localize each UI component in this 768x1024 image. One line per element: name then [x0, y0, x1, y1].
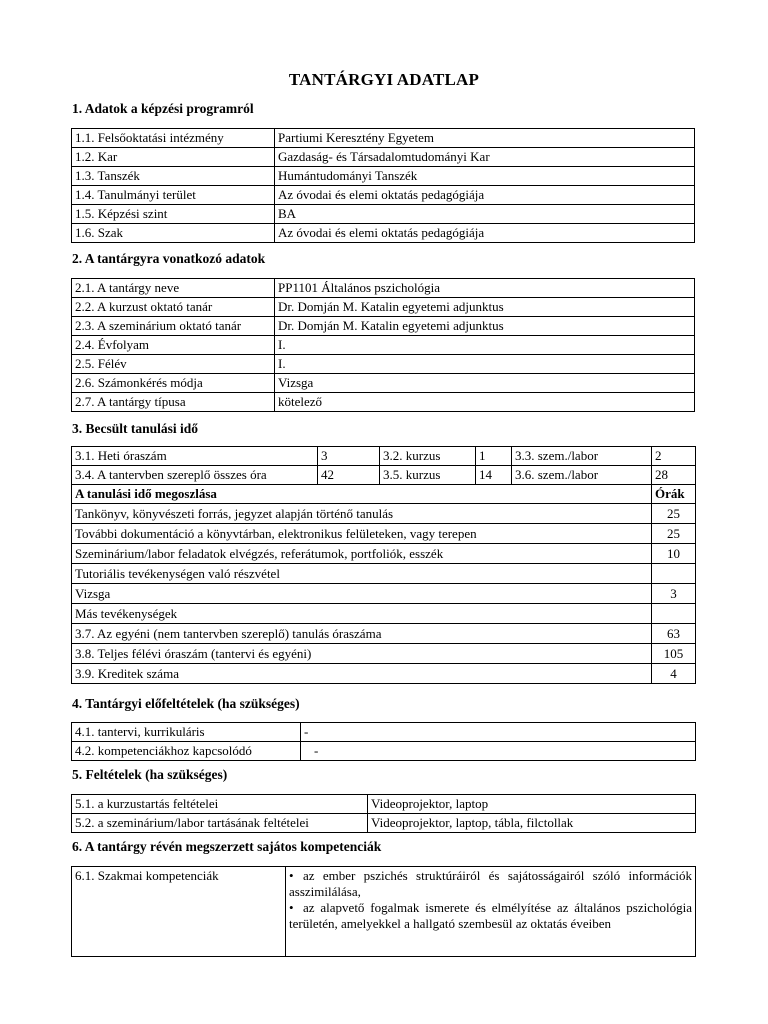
row-label: 1.1. Felsőoktatási intézmény: [72, 129, 275, 148]
table-row: [72, 355, 695, 374]
course-value: 14: [476, 466, 512, 485]
section-6-heading: 6. A tantárgy révén megszerzett sajátos kompetenciák: [72, 839, 382, 854]
distribution-label: 3.8. Teljes félévi óraszám (tantervi és egyéni): [72, 644, 652, 664]
row-value: Humántudományi Tanszék: [275, 167, 695, 186]
row-label: 1.3. Tanszék: [72, 167, 275, 186]
row-label: 2.5. Félév: [72, 355, 275, 374]
distribution-label: Szeminárium/labor feladatok elvégzés, referátumok, portfoliók, esszék: [72, 544, 652, 564]
row-value: -: [301, 723, 696, 742]
competency-text: az ember pszichés struktúráiról és sajátosságairól szóló információk asszimilálása,: [289, 868, 692, 899]
section-3-heading: 3. Becsült tanulási idő: [72, 421, 199, 436]
seminar-value: 28: [652, 466, 696, 485]
row-value: BA: [275, 205, 695, 224]
course-label: 3.5. kurzus: [380, 466, 476, 485]
row-label: 2.3. A szeminárium oktató tanár: [72, 317, 275, 336]
distribution-hours: 3: [652, 584, 696, 604]
distribution-hours: 10: [652, 544, 696, 564]
conditions-table: [71, 794, 696, 833]
bullet-icon: •: [289, 900, 294, 915]
seminar-value: 2: [652, 447, 696, 466]
row-label: 2.1. A tantárgy neve: [72, 279, 275, 298]
distribution-hours: [652, 604, 696, 624]
table-row: [72, 186, 695, 205]
table-row: [72, 393, 695, 412]
row-value: PP1101 Általános pszichológia: [275, 279, 695, 298]
row-label: 1.6. Szak: [72, 224, 275, 243]
table-row: [72, 624, 696, 644]
table-row: [72, 336, 695, 355]
table-row: [72, 205, 695, 224]
competency-list: [286, 867, 696, 957]
table-row: [72, 224, 695, 243]
row-label: 1.5. Képzési szint: [72, 205, 275, 224]
row-label: 4.2. kompetenciákhoz kapcsolódó: [72, 742, 301, 761]
table-row: [72, 867, 696, 957]
competency-text: az alapvető fogalmak ismerete és elmélyítése az általános pszichológia területén, amelyekkel a hallgató szembesül az oktatás éveiben: [289, 900, 692, 931]
total-hours-value: 42: [318, 466, 380, 485]
distribution-hours: [652, 564, 696, 584]
distribution-hours: 25: [652, 524, 696, 544]
seminar-label: 3.3. szem./labor: [512, 447, 652, 466]
row-label: 2.2. A kurzust oktató tanár: [72, 298, 275, 317]
distribution-hours: 25: [652, 504, 696, 524]
section-4-heading: 4. Tantárgyi előfeltételek (ha szükséges): [72, 696, 300, 711]
bullet-icon: •: [289, 868, 294, 883]
row-label: 2.4. Évfolyam: [72, 336, 275, 355]
table-row: [72, 466, 696, 485]
row-value: -: [301, 742, 696, 761]
competencies-table: [71, 866, 696, 957]
table-row: [72, 447, 696, 466]
table-row: [72, 604, 696, 624]
course-data-table: [71, 278, 695, 412]
table-row: [72, 814, 696, 833]
course-value: 1: [476, 447, 512, 466]
row-value: Dr. Domján M. Katalin egyetemi adjunktus: [275, 298, 695, 317]
row-value: Videoprojektor, laptop, tábla, filctollak: [368, 814, 696, 833]
row-label: 5.1. a kurzustartás feltételei: [72, 795, 368, 814]
distribution-hours: 4: [652, 664, 696, 684]
row-label: 5.2. a szeminárium/labor tartásának feltételei: [72, 814, 368, 833]
distribution-label: További dokumentáció a könyvtárban, elektronikus felületeken, vagy terepen: [72, 524, 652, 544]
row-label: 1.4. Tanulmányi terület: [72, 186, 275, 205]
table-row: [72, 544, 696, 564]
total-hours-label: 3.4. A tantervben szereplő összes óra: [72, 466, 318, 485]
row-value: Dr. Domján M. Katalin egyetemi adjunktus: [275, 317, 695, 336]
table-row: [72, 504, 696, 524]
document-title: TANTÁRGYI ADATLAP: [288, 70, 480, 89]
row-value: Partiumi Keresztény Egyetem: [275, 129, 695, 148]
row-value: Az óvodai és elemi oktatás pedagógiája: [275, 224, 695, 243]
distribution-label: 3.7. Az egyéni (nem tantervben szereplő) tanulás óraszáma: [72, 624, 652, 644]
prerequisites-table: [71, 722, 696, 761]
row-label: 1.2. Kar: [72, 148, 275, 167]
distribution-header: A tanulási idő megoszlása: [72, 485, 652, 504]
table-row: [72, 584, 696, 604]
distribution-label: 3.9. Kreditek száma: [72, 664, 652, 684]
row-label: 2.7. A tantárgy típusa: [72, 393, 275, 412]
table-row: [72, 374, 695, 393]
program-data-table: [71, 128, 695, 243]
seminar-label: 3.6. szem./labor: [512, 466, 652, 485]
row-value: kötelező: [275, 393, 695, 412]
row-value: I.: [275, 355, 695, 374]
course-label: 3.2. kurzus: [380, 447, 476, 466]
list-item: [289, 868, 692, 900]
table-row: [72, 129, 695, 148]
distribution-hours: 105: [652, 644, 696, 664]
row-value: Az óvodai és elemi oktatás pedagógiája: [275, 186, 695, 205]
distribution-hours: 63: [652, 624, 696, 644]
table-row: [72, 485, 696, 504]
distribution-label: Tutoriális tevékenységen való részvétel: [72, 564, 652, 584]
competency-label: 6.1. Szakmai kompetenciák: [72, 867, 286, 957]
table-row: [72, 524, 696, 544]
row-value: Videoprojektor, laptop: [368, 795, 696, 814]
row-label: 4.1. tantervi, kurrikuláris: [72, 723, 301, 742]
table-row: [72, 564, 696, 584]
table-row: [72, 742, 696, 761]
table-row: [72, 148, 695, 167]
weekly-hours-value: 3: [318, 447, 380, 466]
row-value: Vizsga: [275, 374, 695, 393]
weekly-hours-label: 3.1. Heti óraszám: [72, 447, 318, 466]
distribution-label: Vizsga: [72, 584, 652, 604]
distribution-label: Tankönyv, könyvészeti forrás, jegyzet alapján történő tanulás: [72, 504, 652, 524]
row-value: I.: [275, 336, 695, 355]
row-label: 2.6. Számonkérés módja: [72, 374, 275, 393]
study-time-table: [71, 446, 696, 684]
table-row: [72, 298, 695, 317]
table-row: [72, 644, 696, 664]
section-5-heading: 5. Feltételek (ha szükséges): [72, 767, 228, 782]
list-item: [289, 900, 692, 932]
table-row: [72, 279, 695, 298]
row-value: Gazdaság- és Társadalomtudományi Kar: [275, 148, 695, 167]
hours-header: Órák: [652, 485, 696, 504]
table-row: [72, 664, 696, 684]
table-row: [72, 167, 695, 186]
table-row: [72, 795, 696, 814]
distribution-label: Más tevékenységek: [72, 604, 652, 624]
section-1-heading: 1. Adatok a képzési programról: [72, 101, 254, 116]
section-2-heading: 2. A tantárgyra vonatkozó adatok: [72, 251, 266, 266]
table-row: [72, 317, 695, 336]
table-row: [72, 723, 696, 742]
